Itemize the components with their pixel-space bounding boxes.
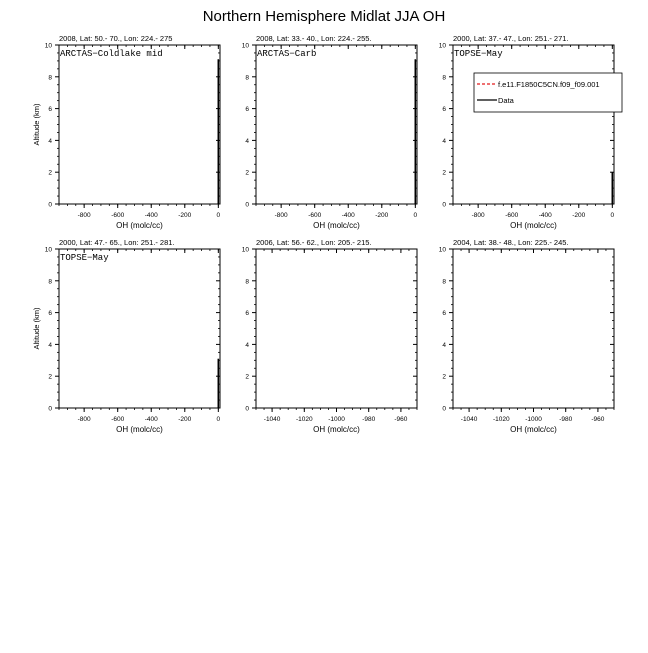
y-tick-label: 2 <box>442 373 446 381</box>
panel-title: 2008, Lat: 50.- 70., Lon: 224.- 275 <box>59 34 173 43</box>
y-tick-label: 10 <box>438 246 446 254</box>
plot-frame <box>59 249 220 408</box>
y-tick-label: 4 <box>442 341 446 349</box>
x-tick-label: -1040 <box>460 416 478 423</box>
y-tick-label: 10 <box>241 246 249 254</box>
campaign-label: ARCTAS−Coldlake mid <box>60 49 163 59</box>
y-tick-label: 0 <box>442 201 446 209</box>
panel-title: 2008, Lat: 33.- 40., Lon: 224.- 255. <box>256 34 372 43</box>
x-tick-label: -400 <box>144 416 158 423</box>
y-axis-label: Altitude (km) <box>32 103 41 146</box>
y-tick-label: 6 <box>245 310 249 318</box>
x-tick-label: -400 <box>538 212 552 219</box>
x-tick-label: -980 <box>362 416 376 423</box>
panel-3 <box>439 34 615 230</box>
panel-title: 2006, Lat: 56.- 62., Lon: 205.- 215. <box>256 238 372 247</box>
x-tick-label: -200 <box>178 416 192 423</box>
x-tick-label: -600 <box>111 416 125 423</box>
y-tick-label: 8 <box>442 278 446 286</box>
x-tick-label: -600 <box>505 212 519 219</box>
y-tick-label: 10 <box>44 246 52 254</box>
y-tick-label: 10 <box>44 42 52 50</box>
panel-1 <box>32 34 221 230</box>
x-axis-label: OH (molc/cc) <box>313 425 360 434</box>
y-tick-label: 6 <box>48 310 52 318</box>
y-tick-label: 2 <box>245 169 249 177</box>
y-tick-label: 0 <box>48 405 52 413</box>
legend-label: f.e11.F1850C5CN.f09_f09.001 <box>498 80 600 89</box>
y-tick-label: 6 <box>442 106 446 114</box>
x-axis-label: OH (molc/cc) <box>313 221 360 230</box>
x-axis-label: OH (molc/cc) <box>116 221 163 230</box>
x-tick-label: -600 <box>111 212 125 219</box>
y-tick-label: 0 <box>48 201 52 209</box>
x-tick-label: -980 <box>559 416 573 423</box>
y-tick-label: 10 <box>438 42 446 50</box>
y-tick-label: 8 <box>48 278 52 286</box>
campaign-label: ARCTAS−Carb <box>257 49 317 59</box>
y-tick-label: 6 <box>48 106 52 114</box>
x-tick-label: -200 <box>572 212 586 219</box>
y-axis-label: Altitude (km) <box>32 307 41 350</box>
y-tick-label: 2 <box>48 373 52 381</box>
x-tick-label: -1020 <box>295 416 313 423</box>
y-tick-label: 0 <box>245 405 249 413</box>
x-tick-label: -200 <box>178 212 192 219</box>
y-tick-label: 8 <box>245 278 249 286</box>
y-tick-label: 4 <box>442 137 446 145</box>
y-tick-label: 4 <box>48 341 52 349</box>
x-tick-label: 0 <box>413 212 418 219</box>
x-tick-label: -400 <box>341 212 355 219</box>
y-tick-label: 2 <box>442 169 446 177</box>
x-tick-label: 0 <box>216 212 221 219</box>
x-tick-label: -200 <box>375 212 389 219</box>
legend <box>474 73 622 112</box>
x-tick-label: -1000 <box>328 416 345 423</box>
y-tick-label: 8 <box>48 74 52 82</box>
y-tick-label: 4 <box>245 341 249 349</box>
panel-4 <box>32 238 221 434</box>
panel-title: 2000, Lat: 37.- 47., Lon: 251.- 271. <box>453 34 569 43</box>
x-tick-label: -1000 <box>525 416 542 423</box>
plot-frame <box>59 45 220 204</box>
panel-6 <box>439 238 614 434</box>
plot-frame <box>453 249 614 408</box>
panel-2 <box>242 34 418 230</box>
x-tick-label: -400 <box>144 212 158 219</box>
y-tick-label: 4 <box>48 137 52 145</box>
panel-title: 2000, Lat: 47.- 65., Lon: 251.- 281. <box>59 238 175 247</box>
x-axis-label: OH (molc/cc) <box>510 425 557 434</box>
plot-frame <box>256 249 417 408</box>
y-tick-label: 0 <box>442 405 446 413</box>
x-tick-label: 0 <box>610 212 615 219</box>
panel-5 <box>242 238 417 434</box>
panel-title: 2004, Lat: 38.- 48., Lon: 225.- 245. <box>453 238 569 247</box>
x-tick-label: -800 <box>274 212 288 219</box>
x-tick-label: -600 <box>308 212 322 219</box>
y-tick-label: 10 <box>241 42 249 50</box>
x-tick-label: -800 <box>77 416 91 423</box>
x-tick-label: -1020 <box>492 416 510 423</box>
legend-box <box>474 73 622 112</box>
x-tick-label: 0 <box>216 416 221 423</box>
plot-frame <box>256 45 417 204</box>
plot-frame <box>453 45 614 204</box>
legend-label: Data <box>498 96 514 105</box>
x-axis-label: OH (molc/cc) <box>510 221 557 230</box>
x-tick-label: -800 <box>77 212 91 219</box>
y-tick-label: 6 <box>442 310 446 318</box>
y-tick-label: 8 <box>245 74 249 82</box>
campaign-label: TOPSE−May <box>60 253 109 263</box>
x-axis-label: OH (molc/cc) <box>116 425 163 434</box>
x-tick-label: -800 <box>471 212 485 219</box>
y-tick-label: 0 <box>245 201 249 209</box>
y-tick-label: 2 <box>48 169 52 177</box>
x-tick-label: -960 <box>394 416 408 423</box>
y-tick-label: 2 <box>245 373 249 381</box>
y-tick-label: 4 <box>245 137 249 145</box>
campaign-label: TOPSE−May <box>454 49 503 59</box>
y-tick-label: 8 <box>442 74 446 82</box>
x-tick-label: -1040 <box>263 416 281 423</box>
x-tick-label: -960 <box>591 416 605 423</box>
y-tick-label: 6 <box>245 106 249 114</box>
figure-title: Northern Hemisphere Midlat JJA OH <box>202 8 446 25</box>
